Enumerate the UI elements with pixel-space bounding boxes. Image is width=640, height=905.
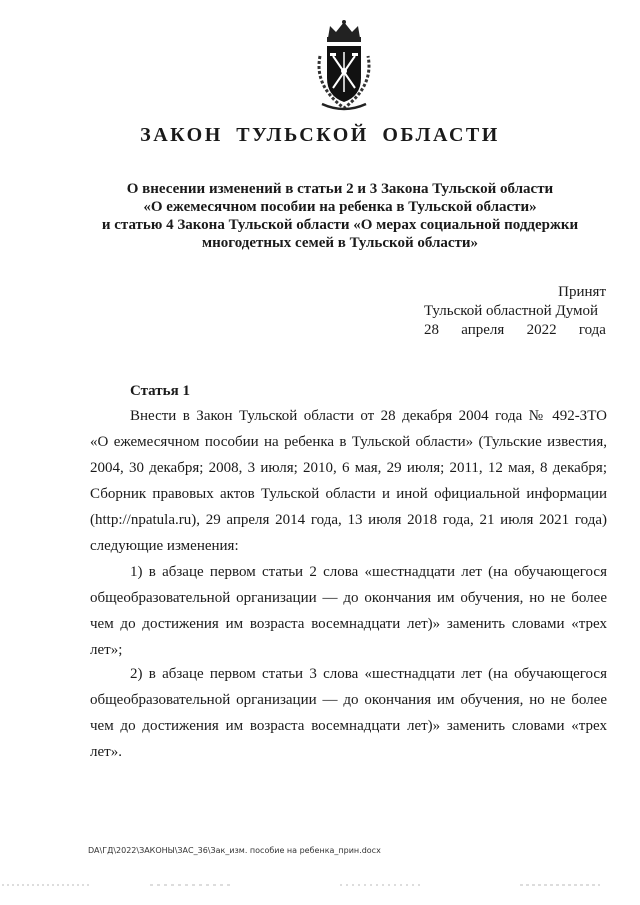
paragraph-line: 1) в абзаце первом статьи 2 слова «шестнадцати лет (на обучающегося	[130, 564, 607, 580]
paragraph-line: Внести в Закон Тульской области от 28 декабря 2004 года № 492-ЗТО	[130, 408, 607, 424]
subtitle-line: «О ежемесячном пособии на ребенка в Тульской области»	[143, 199, 537, 215]
paragraph-line: лет»;	[90, 642, 123, 658]
adopted-year-suffix: года	[578, 322, 606, 338]
coat-of-arms-icon	[300, 16, 388, 116]
file-path-footer: DA\ГД\2022\ЗАКОНЫ\ЗАС_36\Зак_изм. пособие на ребенка_прин.docx	[88, 846, 381, 855]
adopted-day: 28	[424, 322, 439, 338]
paragraph-line: следующие изменения:	[90, 538, 239, 554]
paragraph-line: общеобразовательной организации — до окончания им обучения, но не более	[90, 692, 607, 708]
adopted-year: 2022	[526, 322, 557, 338]
paragraph-line: общеобразовательной организации — до окончания им обучения, но не более	[90, 590, 607, 606]
subtitle-line: многодетных семей в Тульской области»	[201, 235, 479, 251]
paragraph-line: «О ежемесячном пособии на ребенка в Тульской области» (Тульские известия,	[90, 434, 607, 450]
paragraph-line: Сборник правовых актов Тульской области и иной официальной информации	[90, 486, 607, 502]
paragraph-line: чем до достижения им возраста восемнадцати лет)» заменить словами «трех	[90, 718, 607, 734]
article-paragraph	[90, 403, 607, 559]
paragraph-line: 2004, 30 декабря; 2008, 3 июля; 2010, 6 мая, 29 июля; 2011, 12 мая, 8 декабря;	[90, 460, 607, 476]
amendment-item-2	[90, 661, 607, 765]
adopted-month: апреля	[461, 322, 505, 338]
subtitle-line: О внесении изменений в статьи 2 и 3 Закона Тульской области	[126, 181, 554, 197]
scan-artifact-line	[0, 882, 640, 888]
paragraph-line: (http://npatula.ru), 29 апреля 2014 года, 13 июля 2018 года, 21 июля 2021 года)	[90, 512, 607, 528]
adoption-block	[424, 283, 606, 340]
subtitle-line: и статью 4 Закона Тульской области «О мерах социальной поддержки	[101, 217, 579, 233]
law-subtitle	[90, 180, 590, 252]
amendment-item-1	[90, 559, 607, 663]
paragraph-line: чем до достижения им возраста восемнадцати лет)» заменить словами «трех	[90, 616, 607, 632]
adopted-label: Принят	[558, 284, 606, 300]
paragraph-line: 2) в абзаце первом статьи 3 слова «шестнадцати лет (на обучающегося	[130, 666, 607, 682]
paragraph-line: лет».	[90, 744, 122, 760]
law-title: ЗАКОН ТУЛЬСКОЙ ОБЛАСТИ	[140, 124, 500, 146]
article-heading: Статья 1	[130, 383, 190, 399]
adopted-by: Тульской областной Думой	[424, 303, 599, 319]
adopted-date	[424, 321, 606, 340]
